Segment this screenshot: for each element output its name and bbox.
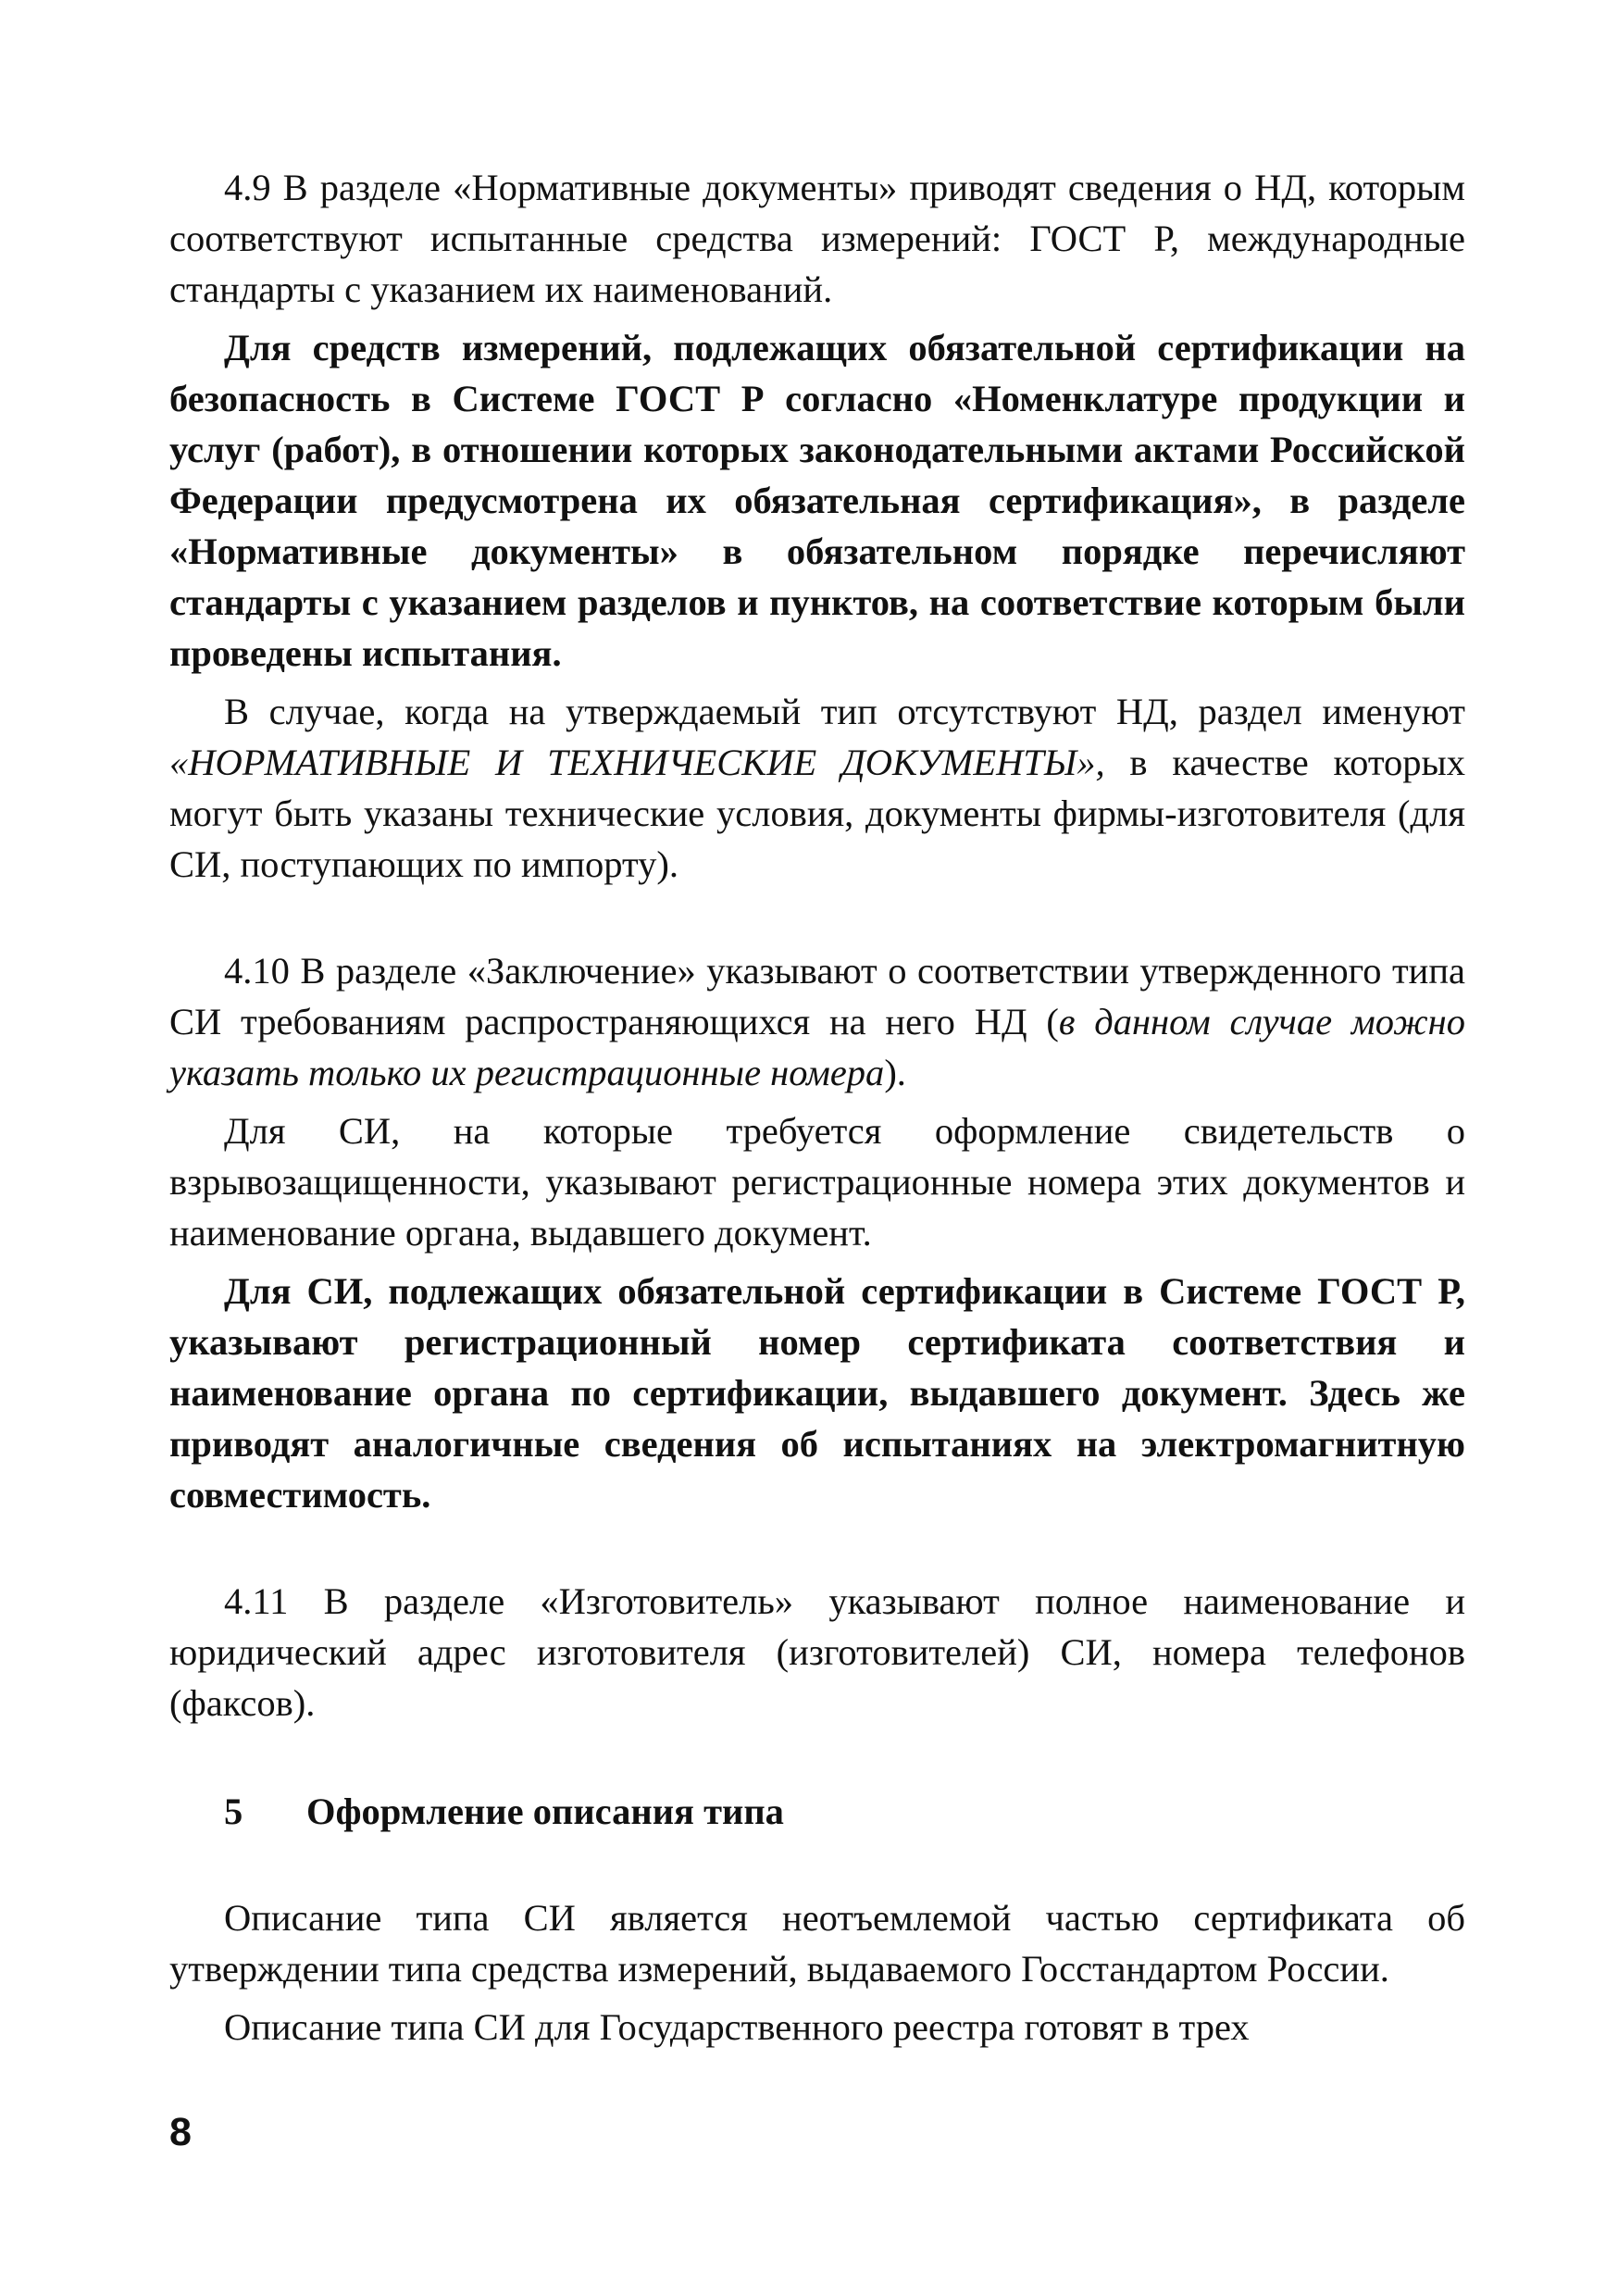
paragraph-4-11: 4.11 В разделе «Изготовитель» указывают полное наименование и юридический адрес изготовителя (изготовителей) СИ, номера телефонов (факсов). bbox=[169, 1580, 1465, 1724]
section-title: Оформление описания типа bbox=[306, 1791, 784, 1832]
paragraph-certificate-number: Для СИ, подлежащих обязательной сертификации в Системе ГОСТ Р, указывают регистрационный номер сертификата соответствия и наименование органа по сертификации, выдавшего документ. Здесь же приводят аналогичные сведения об испытаниях на электромагнитную совместимость. bbox=[169, 1270, 1465, 1516]
paragraph-absent-nd-italic-title: «НОРМАТИВНЫЕ И ТЕХНИЧЕСКИЕ ДОКУМЕНТЫ», bbox=[169, 742, 1105, 783]
paragraph-absent-nd-text-c: в качестве которых могут быть указаны технические условия, документы фирмы-изготовителя (для СИ, поступающих по импорту). bbox=[169, 742, 1465, 885]
paragraph-absent-nd-text-a: В случае, когда на утверждаемый тип отсутствуют НД, раздел именуют bbox=[224, 691, 1465, 732]
text-column bbox=[169, 162, 1465, 2053]
section-heading bbox=[169, 1786, 1465, 1837]
paragraph-4-9: 4.9 В разделе «Нормативные документы» приводят сведения о НД, которым соответствуют испытанные средства измерений: ГОСТ Р, международные стандарты с указанием их наименований. bbox=[169, 167, 1465, 310]
paragraph-mandatory-certification-nd: Для средств измерений, подлежащих обязательной сертификации на безопасность в Системе ГОСТ Р согласно «Номенклатуре продукции и услуг (работ), в отношении которых законодательными актами Российской Федерации предусмотрена их обязательная сертификация», в разделе «Нормативные документы» в обязательном порядке перечисляют стандарты с указанием разделов и пунктов, на соответствие которым были проведены испытания. bbox=[169, 327, 1465, 674]
section-number: 5 bbox=[224, 1791, 243, 1832]
paragraph-4-10-text-c: ). bbox=[884, 1052, 906, 1093]
paragraph-explosion-protection: Для СИ, на которые требуется оформление свидетельств о взрывозащищенности, указывают регистрационные номера этих документов и наименование органа, выдавшего документ. bbox=[169, 1110, 1465, 1254]
paragraph-state-register: Описание типа СИ для Государственного реестра готовят в трех bbox=[224, 2006, 1250, 2048]
paragraph-type-description: Описание типа СИ является неотъемлемой частью сертификата об утверждении типа средства измерений, выдаваемого Госстандартом России. bbox=[169, 1897, 1465, 1990]
paragraph-absent-nd bbox=[169, 686, 1465, 890]
paragraph-4-10-italic-note: в данном случае можно указать только их регистрационные номера bbox=[169, 1001, 1465, 1093]
page-number: 8 bbox=[169, 2110, 192, 2154]
paragraph-4-10-text-a: 4.10 В разделе «Заключение» указывают о соответствии утвержденного типа СИ требованиям распространяющихся на него НД ( bbox=[169, 950, 1465, 1042]
paragraph-4-10 bbox=[169, 945, 1465, 1098]
